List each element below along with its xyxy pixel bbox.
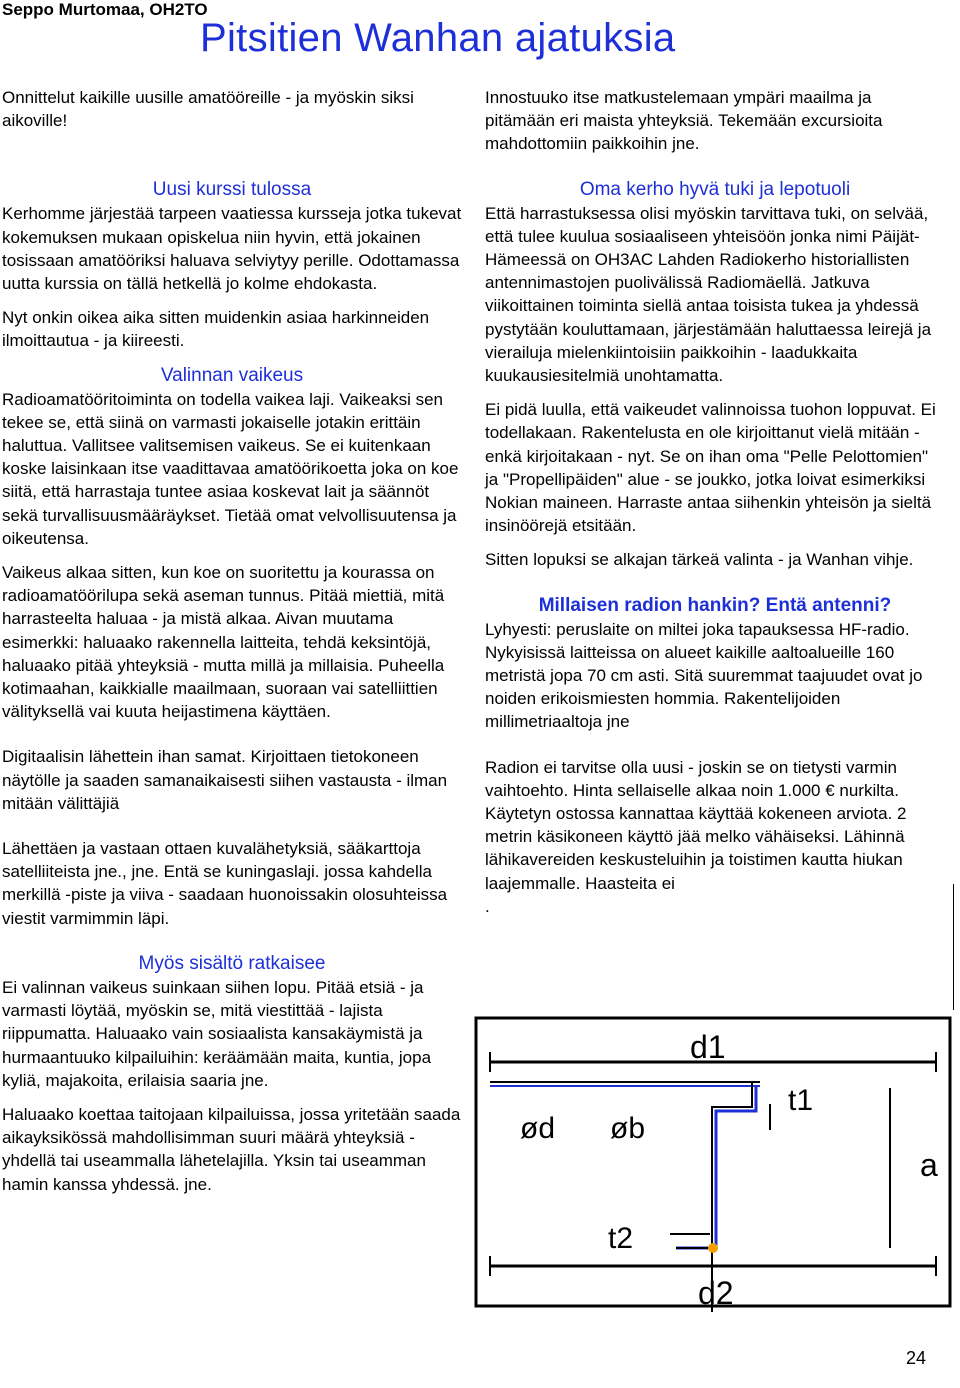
- paragraph: Vaikeus alkaa sitten, kun koe on suoritettu ja kourassa on radioamatöörilupa sekä aseman tunnus. Pitää miettiä, mitä harrasteelta haluaa - ja mistä alkaa. Aivan muutama esimerkki: haluaako rakennella laitteita, tehdä keksintöjä, haluaako pitää yhteyksiä - mutta millä ja millaisia. Puheella kotimaahan, kaikkialle maailmaan, suoraan vai satelliittien välityksellä vai kuuta heijastimena käyttäen.: [2, 563, 445, 722]
- paragraph: Nyt onkin oikea aika sitten muidenkin asiaa harkinneiden ilmoittautua - ja kiireesti.: [2, 308, 430, 351]
- paragraph: Sitten lopuksi se alkajan tärkeä valinta - ja Wanhan vihje.: [485, 550, 914, 570]
- label-t2: t2: [608, 1222, 634, 1255]
- paragraph: Haluaako koettaa taitojaan kilpailuissa, jossa yritetään saada aikayksikössä mahdollisimman suuri määrä yhteyksiä - yhdellä tai useammalla lähetelajilla. Yksin tai useamman hamin kanssa yhdessä. jne.: [2, 1104, 461, 1194]
- paragraph: Ei pidä luulla, että vaikeudet valinnoissa tuohon loppuvat. Ei todellakaan. Rakentelusta en ole kirjoittanut vielä mitään - enkä kirjoitakaan - nyt. Se on ihan oma "Pelle Pelottomien" ja "Propellipäiden" alue - se joukko, jotka loivat esimerkiksi Nokian maineen. Harraste antaa siihenkin yhteisön ja sieltä insinöörejä etsitään.: [485, 400, 936, 536]
- paragraph: .: [485, 896, 490, 916]
- paragraph: Digitaalisin lähettein ihan samat. Kirjoittaen tietokoneen näytölle ja saaden samanaikaisesti siihen vastausta - ilman mitään välittäjiä: [2, 747, 448, 813]
- paragraph: Innostuuko itse matkustelemaan ympäri maailma ja pitämään eri maista yhteyksiä. Tekemään excursioita mahdottomiin paikkoihin jne.: [485, 88, 883, 154]
- paragraph: Lyhyesti: peruslaite on miltei joka tapauksessa HF-radio. Nykyisissä laitteissa on alueet kaikille aaltoalueille 160 metristä jopa 70 cm asti. Sitä suuremmat taajuudet ovat jo noiden erikoismiesten hommia. Rakentelijoiden millimetriaaltoja jne: [485, 619, 923, 732]
- label-d2: d2: [698, 1275, 734, 1311]
- paragraph: Ei valinnan vaikeus suinkaan siihen lopu. Pitää etsiä - ja varmasti löytää, myöskin se, mitä viestittää - lajista riippumatta. Haluaako vain sosiaalista kansakäymistä ja hurmaantuuko kilpailuihin: keräämään maita, kuntia, jopa kyliä, majakoita, erilaisia saaria jne.: [2, 977, 432, 1090]
- feedpoint-marker: [708, 1243, 718, 1253]
- intro-paragraph: Onnittelut kaikille uusille amatööreille - ja myöskin siksi aikoville!: [2, 88, 414, 131]
- left-column: [2, 86, 462, 1196]
- paragraph: Radioamatööritoiminta on todella vaikea laji. Vaikeaksi sen tekee se, että siinä on varmasti jokaiselle jotakin erittäin haluttua. Vallitsee valitsemisen vaikeus. Se ei kuitenkaan koske laisinkaan itse vaadittavaa amatöörikoetta joka on koe siitä, että harrastaja tuntee asiaa koskevat lait ja säännöt sekä turvallisuusmääräykset. Tietää omat velvollisuutensa ja oikeutensa.: [2, 389, 459, 548]
- column-rule: [953, 884, 954, 1010]
- label-t1: t1: [788, 1084, 814, 1117]
- page-number: 24: [906, 1348, 927, 1368]
- heading-uusi-kurssi: Uusi kurssi tulossa: [152, 179, 312, 201]
- paragraph: Kerhomme järjestää tarpeen vaatiessa kursseja jotka tukevat kokemuksen mukaan opiskelua niin hyvin, että jokainen tosissaan amatööriksi haluava selviytyy perille. Odottamassa uutta kurssia on tällä hetkellä jo kolme ehdokasta.: [2, 204, 462, 294]
- label-a: a: [920, 1147, 938, 1183]
- antenna-diagram: [470, 1012, 954, 1312]
- right-column: [485, 86, 945, 918]
- page-title: Pitsitien Wanhan ajatuksia: [200, 16, 676, 60]
- label-od: ød: [520, 1112, 556, 1145]
- paragraph: Lähettäen ja vastaan ottaen kuvalähetyksiä, sääkarttoja satelliiteista jne., jne. Entä se kuningaslaji. jossa kahdella merkillä -piste ja viiva - saadaan huonoissakin olosuhteissa viestit varmimmin läpi.: [2, 839, 448, 928]
- heading-myos-sisalto: Myös sisältö ratkaisee: [138, 952, 326, 974]
- paragraph: Radion ei tarvitse olla uusi - joskin se on tietysti varmin vaihtoehto. Hinta sellaiselle alkaa noin 1.000 € nurkilta. Käytetyn ostossa kannattaa käyttää kokeneen arviota. 2 metrin käsikoneen käyttö jää melko vähäiseksi. Lähinnä lähikavereiden keskusteluihin ja toistimen kautta hiukan laajemmalle. Haasteita ei: [485, 757, 907, 893]
- paragraph: Että harrastuksessa olisi myöskin tarvittava tuki, on selvää, että tulee kuulua sosiaaliseen yhteisöön jonka nimi Päijät-Hämeessä on OH3AC Lahden Radiokerho historiallisten antennimastojen puolivälissä Radiomäellä. Jatkuva viikoittainen toiminta siellä antaa toisista tukea ja yhdessä pystytään kouluttamaan, järjestämään haluttaessa leirejä ja vierailuja mielenkiintoisiin paikkoihin - laadukkaita kuukausiesitelmiä unohtamatta.: [485, 203, 932, 386]
- label-d1: d1: [690, 1029, 726, 1065]
- author-name: Seppo Murtomaa, OH2TO: [2, 0, 208, 19]
- heading-valinnan-vaikeus: Valinnan vaikeus: [160, 364, 304, 386]
- label-ob: øb: [610, 1112, 646, 1145]
- heading-millaisen-radion: Millaisen radion hankin? Entä antenni?: [538, 594, 892, 616]
- heading-oma-kerho: Oma kerho hyvä tuki ja lepotuoli: [579, 178, 851, 200]
